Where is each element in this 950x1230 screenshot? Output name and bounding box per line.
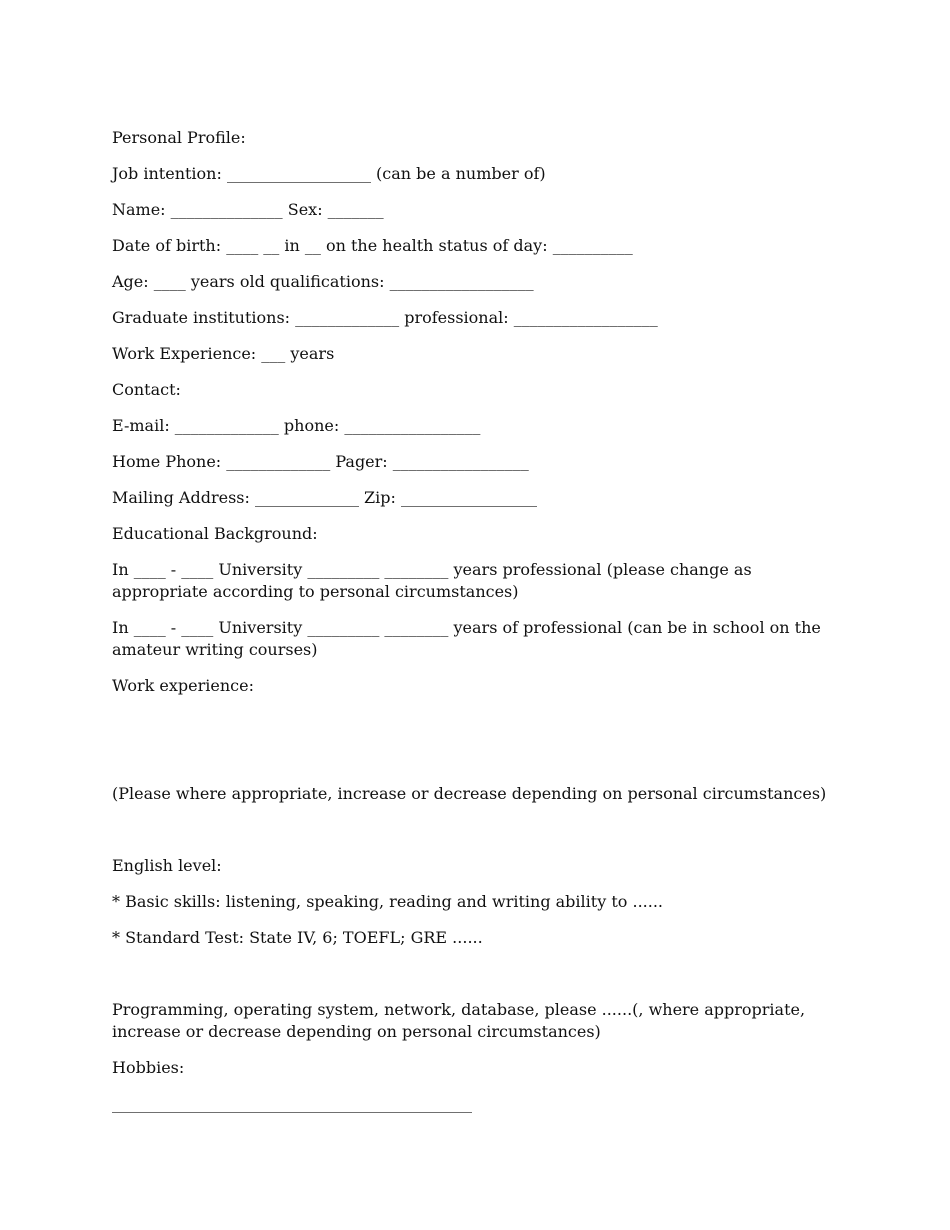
email-phone-line: E-mail: _____________ phone: _________________ xyxy=(112,416,481,435)
contact-heading: Contact: xyxy=(112,380,181,399)
work-experience-years-line: Work Experience: ___ years xyxy=(112,344,335,363)
hobbies-blank-line: _____________________________________________ xyxy=(112,1094,472,1113)
graduate-institutions-line: Graduate institutions: _____________ professional: __________________ xyxy=(112,308,658,327)
standard-test-line: * Standard Test: State IV, 6; TOEFL; GRE ...... xyxy=(112,928,483,947)
blank-space xyxy=(112,819,840,855)
adjust-note: (Please where appropriate, increase or decrease depending on personal circumstances) xyxy=(112,784,827,803)
educational-background-heading: Educational Background: xyxy=(112,524,318,543)
name-sex-line: Name: ______________ Sex: _______ xyxy=(112,200,384,219)
work-experience-heading: Work experience: xyxy=(112,676,254,695)
hobbies-heading: Hobbies: xyxy=(112,1058,185,1077)
mailing-address-line: Mailing Address: _____________ Zip: _________________ xyxy=(112,488,537,507)
basic-skills-line: * Basic skills: listening, speaking, reading and writing ability to ...... xyxy=(112,892,663,911)
home-phone-pager-line: Home Phone: _____________ Pager: _________________ xyxy=(112,452,529,471)
education-entry-1: In ____ - ____ University _________ ________ years professional (please change as appropriate according to personal circumstances) xyxy=(112,560,757,601)
work-experience-blank-space xyxy=(112,711,840,783)
job-intention-line: Job intention: __________________ (can be a number of) xyxy=(112,164,546,183)
english-level-heading: English level: xyxy=(112,856,222,875)
education-entry-2: In ____ - ____ University _________ ________ years of professional (can be in school on the amateur writing courses) xyxy=(112,618,826,659)
date-of-birth-line: Date of birth: ____ __ in __ on the health status of day: __________ xyxy=(112,236,633,255)
age-qualifications-line: Age: ____ years old qualifications: __________________ xyxy=(112,272,534,291)
programming-line: Programming, operating system, network, database, please ......(, where appropriate, increase or decrease depending on personal circumstances) xyxy=(112,1000,811,1041)
blank-space xyxy=(112,963,840,999)
document-body xyxy=(112,127,840,1129)
personal-profile-heading: Personal Profile: xyxy=(112,128,246,147)
